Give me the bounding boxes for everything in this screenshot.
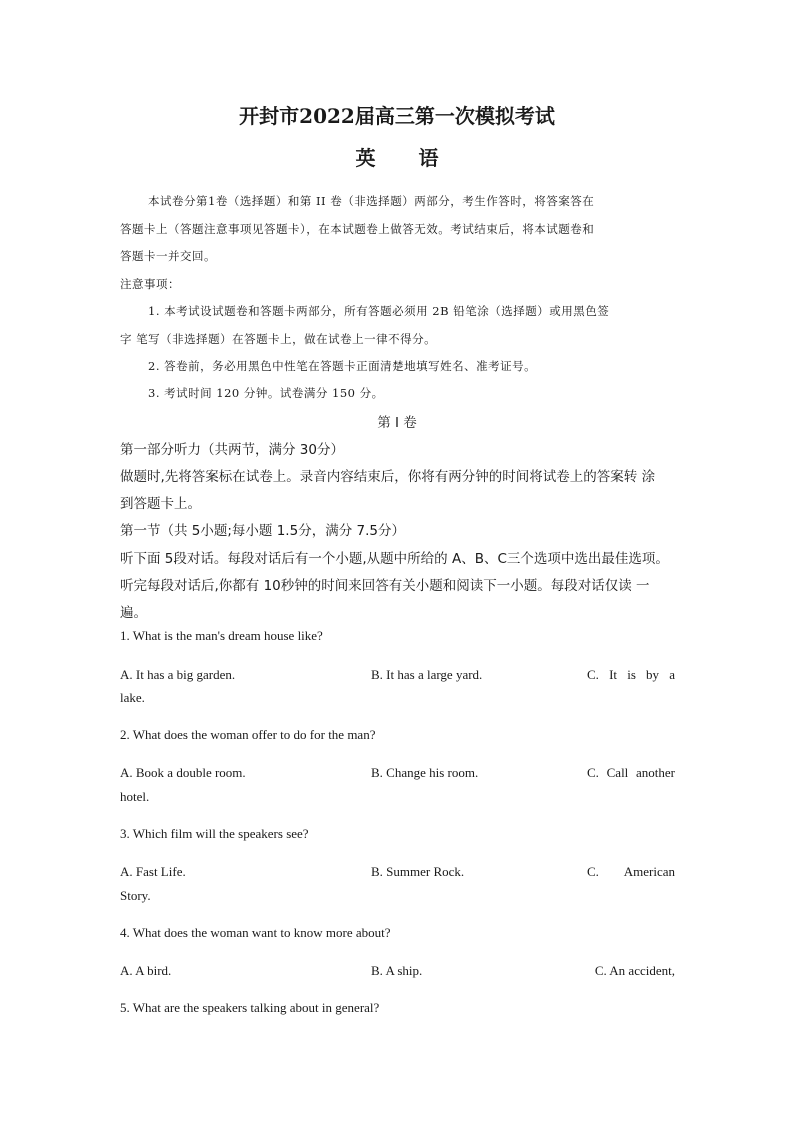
intro-line-2: 答题卡上（答题注意事项见答题卡），在本试题卷上做答无效。考试结束后，将本试题卷和 <box>120 222 595 236</box>
notes-heading: 注意事项： <box>120 277 180 291</box>
q3-option-c-wrap: Story. <box>120 888 151 903</box>
q2-option-a: A. Book a double room. <box>120 765 246 780</box>
intro-line-1: 本试卷分第1卷（选择题）和第 II 卷（非选择题）两部分，考生作答时，将答案答在 <box>148 194 595 208</box>
q4-option-a: A. A bird. <box>120 963 172 978</box>
subject-title: 英 语 <box>355 146 457 170</box>
q3-option-c: C. American <box>587 864 675 879</box>
q4-option-b: B. A ship. <box>371 963 423 978</box>
intro-line-3: 答题卡一并交回。 <box>120 249 216 263</box>
part1-heading: 第一部分听力（共两节，满分 30分） <box>120 442 344 458</box>
section1-line-1: 听下面 5段对话。每段对话后有一个小题,从题中所给的 A、B、C三个选项中选出最佳选项。 <box>120 551 669 567</box>
q2-option-c-wrap: hotel. <box>120 789 150 804</box>
question-3: 3. Which film will the speakers see? <box>120 826 309 841</box>
question-5: 5. What are the speakers talking about in general? <box>120 1000 380 1015</box>
note-3: 3. 考试时间 120 分钟。试卷满分 150 分。 <box>148 386 384 400</box>
part1-line-2: 到答题卡上。 <box>120 496 201 512</box>
section1-line-2: 听完每段对话后,你都有 10秒钟的时间来回答有关小题和阅读下一小题。每段对话仅读 一 <box>120 578 650 594</box>
question-2: 2. What does the woman offer to do for the man? <box>120 727 376 742</box>
note-2: 2. 答卷前，务必用黑色中性笔在答题卡正面清楚地填写姓名、准考证号。 <box>148 359 537 373</box>
exam-title: 开封市2022届高三第一次模拟考试 <box>239 104 555 128</box>
note-1: 1. 本考试设试题卷和答题卡两部分，所有答题必须用 2B 铅笔涂（选择题）或用黑色签 <box>148 304 610 318</box>
q1-option-a: A. It has a big garden. <box>120 667 236 682</box>
question-1: 1. What is the man's dream house like? <box>120 628 323 643</box>
q1-option-c-wrap: lake. <box>120 690 145 705</box>
q3-option-a: A. Fast Life. <box>120 864 186 879</box>
q1-option-b: B. It has a large yard. <box>371 667 483 682</box>
section1-heading: 第一节（共 5小题;每小题 1.5分，满分 7.5分） <box>120 523 405 539</box>
volume-heading: 第 I 卷 <box>377 415 417 431</box>
question-4: 4. What does the woman want to know more about? <box>120 925 391 940</box>
section1-line-3: 遍。 <box>120 605 147 621</box>
q1-option-c: C. It is by a <box>587 667 675 682</box>
note-1-cont: 字 笔写（非选择题）在答题卡上，做在试卷上一律不得分。 <box>120 332 437 346</box>
q3-option-b: B. Summer Rock. <box>371 864 465 879</box>
part1-line-1: 做题时,先将答案标在试卷上。录音内容结束后，你将有两分钟的时间将试卷上的答案转 涂 <box>120 469 656 485</box>
q2-option-b: B. Change his room. <box>371 765 479 780</box>
q4-option-c: C. An accident, <box>594 963 675 978</box>
q2-option-c: C. Call another <box>587 765 675 780</box>
